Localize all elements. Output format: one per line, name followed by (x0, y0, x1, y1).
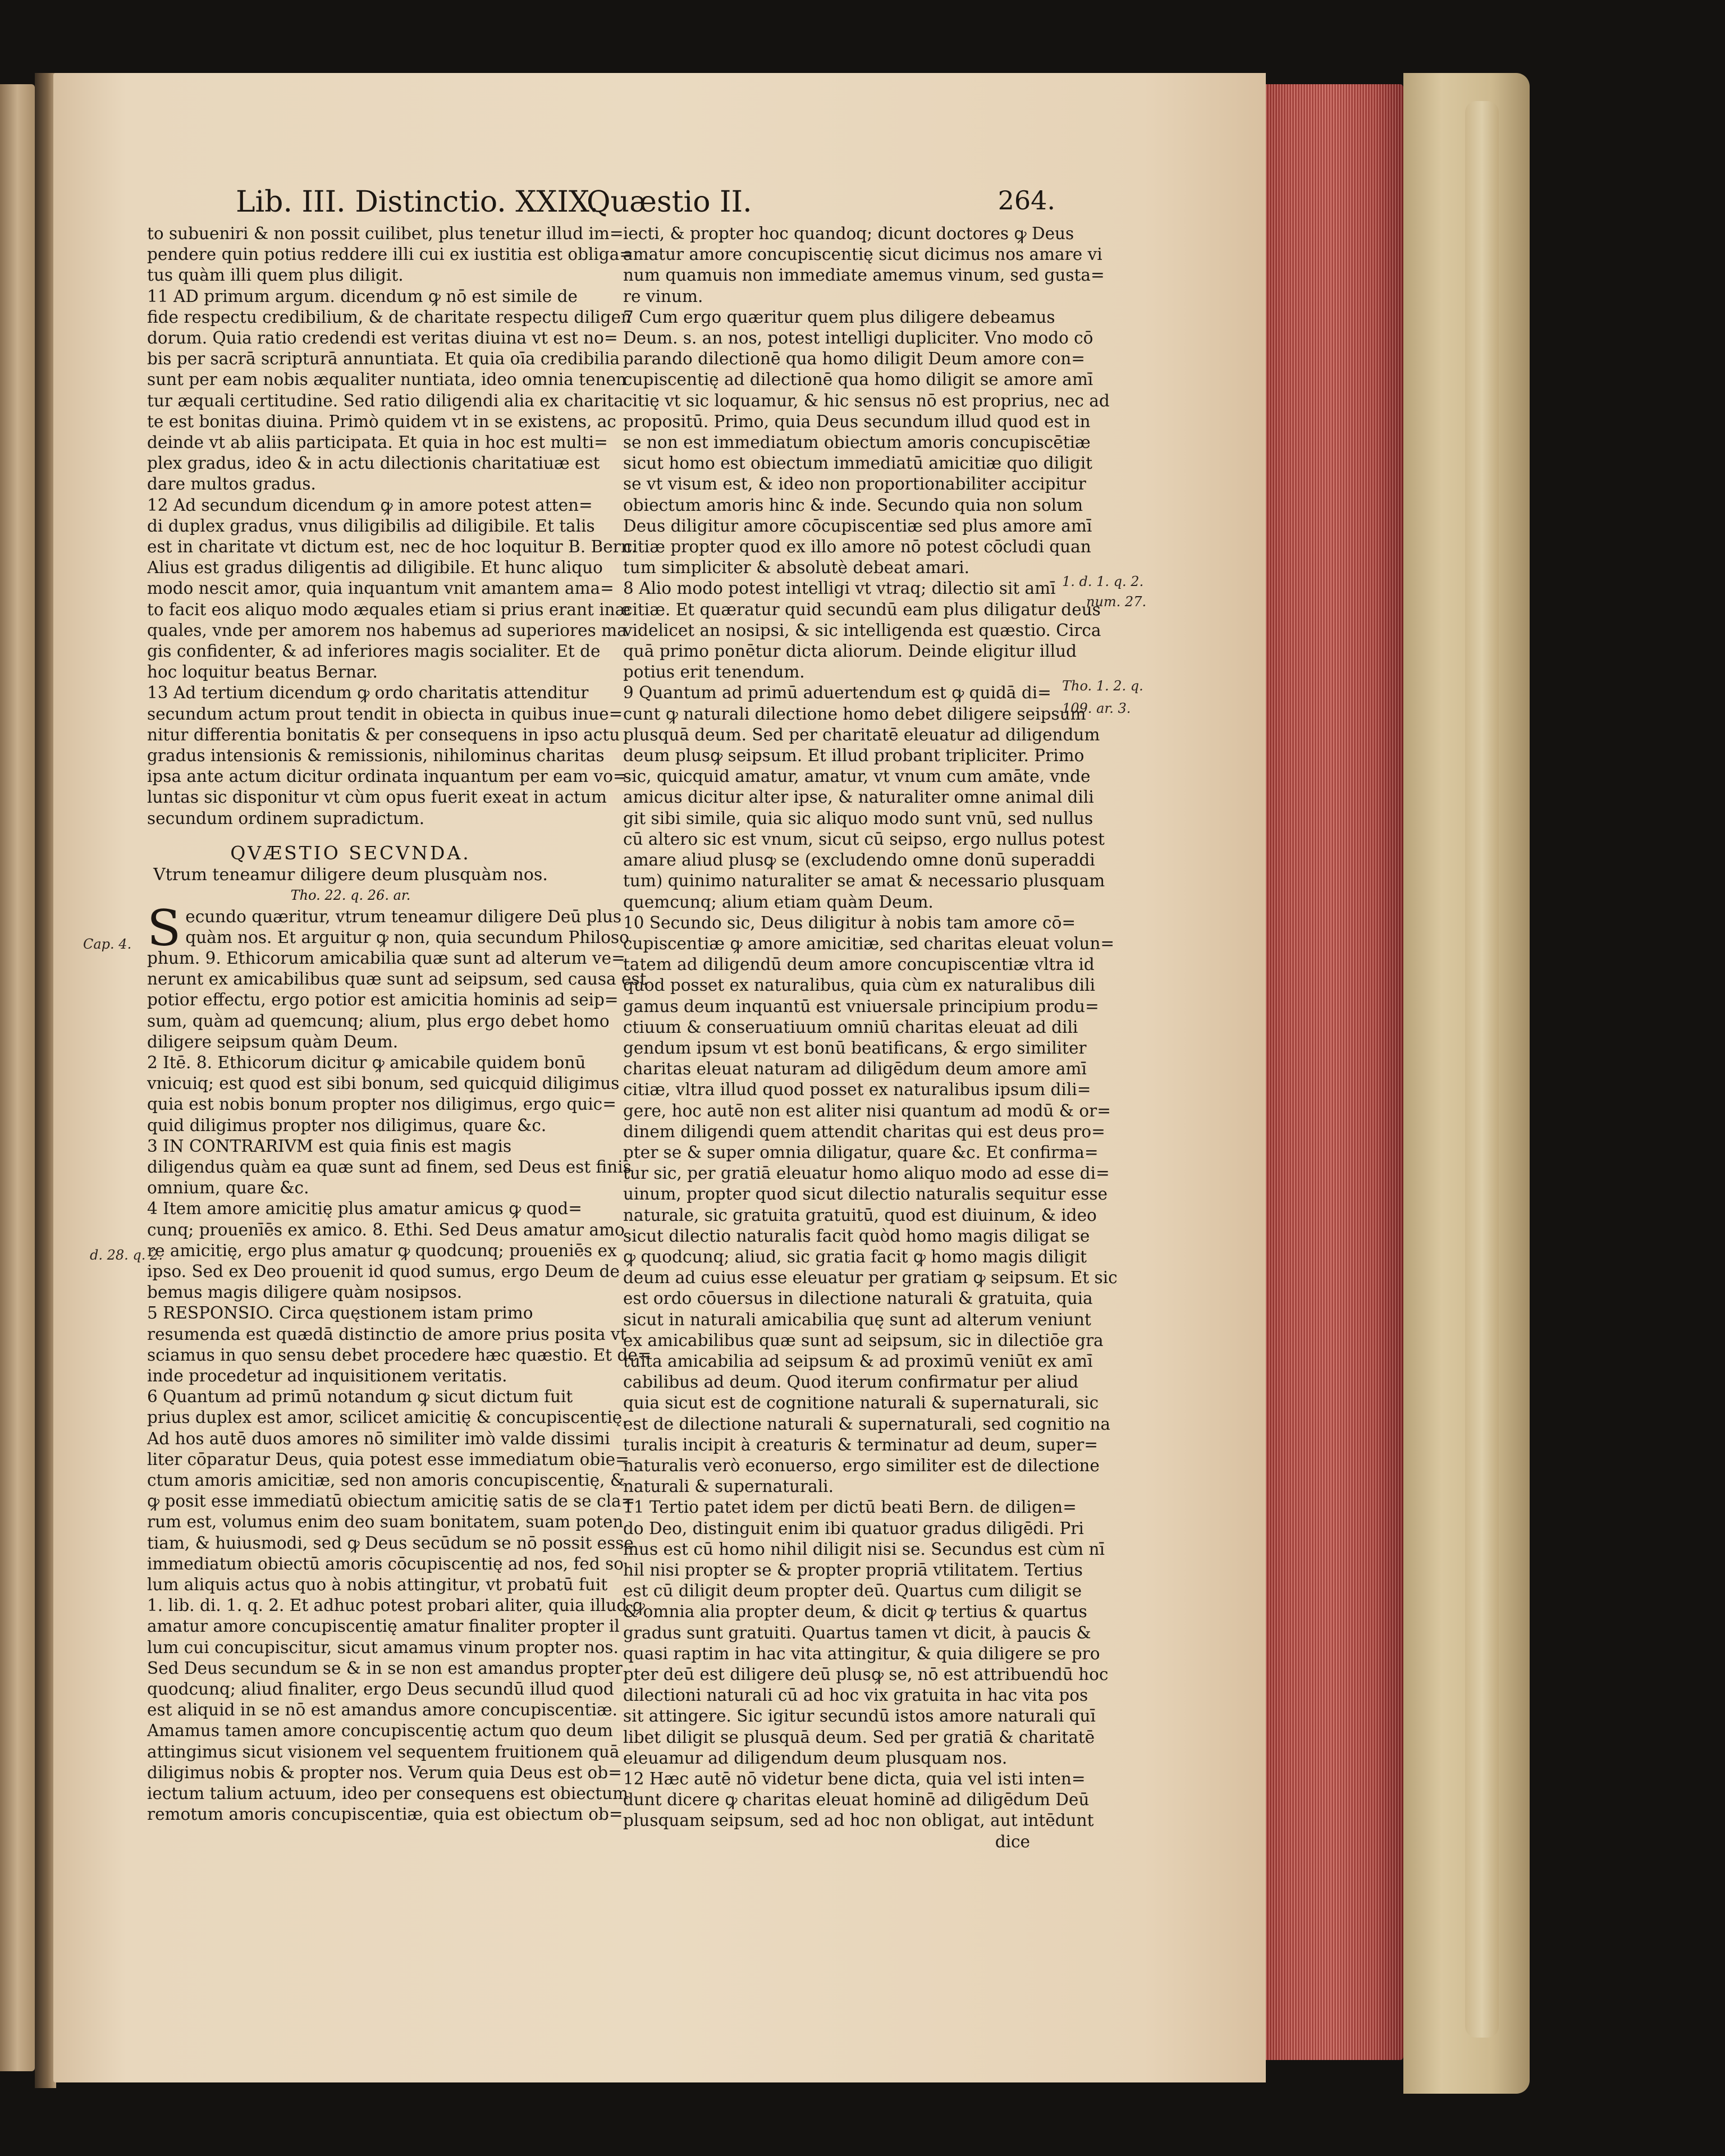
text-line: tum) quinimo naturaliter se amat & necessario plusquam (623, 871, 1105, 891)
margin-note-ref-2b: 109. ar. 3. (1062, 701, 1131, 716)
text-line: iecti, & propter hoc quandoq; dicunt doctores ꝙ Deus (623, 224, 1074, 243)
text-line: plusquā deum. Sed per charitatē eleuatur ad diligendum (623, 725, 1100, 744)
text-line: est de dilectione naturali & supernaturali, sed cognitio na (623, 1414, 1110, 1434)
text-line: modo nescit amor, quia inquantum vnit amantem ama= (147, 579, 614, 598)
text-line: 9 Quantum ad primū aduertendum est ꝙ quidā di= (623, 683, 1051, 703)
text-line: ctiuum & conseruatiuum omniū charitas eleuat ad dili (623, 1017, 1078, 1037)
text-line: tatem ad diligendū deum amore concupiscentiæ vltra id (623, 955, 1095, 974)
header-book-distinction: Lib. III. Distinctio. XXIX. (236, 185, 599, 219)
text-line: Deus diligitur amore cōcupiscentiæ sed plus amore amī (623, 516, 1092, 535)
text-line: amatur amore concupiscentię sicut dicimus nos amare vi (623, 245, 1102, 264)
text-line: hil nisi propter se & propter propriā vtilitatem. Tertius (623, 1560, 1083, 1580)
text-line: num quamuis non immediate amemus vinum, sed gusta= (623, 266, 1105, 285)
text-line: sicut in naturali amicabilia quę sunt ad alterum veniunt (623, 1310, 1091, 1329)
text-line: quàm nos. Et arguitur ꝙ non, quia secundum Philoso (185, 927, 629, 947)
text-line: videlicet an nosipsi, & sic intelligenda est quæstio. Circa (623, 620, 1101, 640)
text-line: sicut dilectio naturalis facit quòd homo magis diligat se (623, 1226, 1090, 1246)
text-line: 11 Tertio patet idem per dictū beati Bern. de diligen= (623, 1498, 1077, 1517)
text-line: 11 AD primum argum. dicendum ꝙ nō est simile de (147, 286, 578, 306)
text-line: nitur differentia bonitatis & per consequens in ipso actu (147, 725, 620, 744)
text-line: tur æquali certitudine. Sed ratio diligendi alia ex charita (147, 391, 624, 410)
text-line: gere, hoc autē non est aliter nisi quantum ad modū & or= (623, 1101, 1111, 1120)
margin-note-ref-2a: Tho. 1. 2. q. (1062, 678, 1143, 694)
left-page-edge (0, 84, 35, 2071)
text-line: resumenda est quædā distinctio de amore prius posita vt (147, 1324, 627, 1344)
text-line: quā primo ponētur dicta aliorum. Deinde eligitur illud (623, 642, 1077, 661)
text-line: libet diligit se plusquā deum. Sed per gratiā & charitatē (623, 1727, 1095, 1747)
text-line: 2 Itē. 8. Ethicorum dicitur ꝙ amicabile quidem bonū (147, 1052, 586, 1072)
text-line: do Deo, distinguit enim ibi quatuor gradus diligēdi. Pri (623, 1518, 1084, 1538)
text-line: 12 Hæc autē nō videtur bene dicta, quia vel isti inten= (623, 1769, 1086, 1789)
text-line: ꝙ posit esse immediatū obiectum amicitię satis de se cla= (147, 1491, 635, 1511)
text-line: deinde vt ab aliis participata. Et quia in hoc est multi= (147, 433, 608, 452)
text-line: te est bonitas diuina. Primò quidem vt in se existens, ac (147, 411, 616, 431)
text-line: mus est cū homo nihil diligit nisi se. Secundus est cùm nī (623, 1539, 1105, 1559)
text-line: eleuamur ad diligendum deum plusquam nos. (623, 1748, 1008, 1768)
text-line: omnium, quare &c. (147, 1178, 309, 1198)
text-line: re vinum. (623, 286, 703, 306)
text-line: di duplex gradus, vnus diligibilis ad diligibile. Et talis (147, 516, 595, 535)
text-line: uinum, propter quod sicut dilectio naturalis sequitur esse (623, 1184, 1108, 1204)
header-question: Quæstio II. (587, 185, 752, 219)
text-line: ctum amoris amicitiæ, sed non amoris concupiscentię, & (147, 1470, 625, 1490)
text-line: gendum ipsum vt est bonū beatificans, & ergo similiter (623, 1038, 1087, 1058)
text-line: diligere seipsum quàm Deum. (147, 1032, 399, 1051)
margin-note-dist: d. 28. q. 2. (90, 1247, 163, 1263)
question-reference: Tho. 22. q. 26. ar. (290, 887, 411, 904)
text-line: inde procedetur ad inquisitionem veritatis. (147, 1366, 507, 1385)
text-line: sciamus in quo sensu debet procedere hæc quæstio. Et de= (147, 1345, 652, 1365)
text-line: Sed Deus secundum se & in se non est amandus propter (147, 1658, 623, 1678)
text-line: naturale, sic gratuita gratuitū, quod est diuinum, & ideo (623, 1205, 1097, 1225)
text-line: 12 Ad secundum dicendum ꝙ in amore potest atten= (147, 495, 593, 515)
left-text-column (147, 223, 652, 1825)
left-column-text-after-question (147, 899, 652, 1825)
text-line: est cū diligit deum propter deū. Quartus cum diligit se (623, 1581, 1082, 1601)
text-line: cabilibus ad deum. Quod iterum confirmatur per aliud (623, 1372, 1079, 1392)
text-line: nerunt ex amicabilibus quæ sunt ad seipsum, sed causa est (147, 969, 647, 989)
text-line: sunt per eam nobis æqualiter nuntiata, ideo omnia tenen (147, 370, 626, 390)
text-line: Amamus tamen amore concupiscentię actum quo deum (147, 1721, 613, 1741)
text-line: dinem diligendi quem attendit charitas qui est deus pro= (623, 1122, 1105, 1141)
text-line: quia sicut est de cognitione naturali & supernaturali, sic (623, 1393, 1099, 1413)
drop-cap: S (147, 899, 181, 957)
question-subtitle: Vtrum teneamur diligere deum plusquàm nos. (153, 865, 548, 885)
text-line: turalis incipit à creaturis & terminatur ad deum, super= (623, 1435, 1099, 1454)
text-line: quasi raptim in hac vita attingitur, & quia diligere se pro (623, 1644, 1100, 1663)
text-line: 3 IN CONTRARIVM est quia finis est magis (147, 1136, 512, 1156)
text-line: cupiscentię ad dilectionē qua homo diligit se amore amī (623, 370, 1093, 390)
running-header (236, 185, 1055, 225)
text-line: 1. lib. di. 1. q. 2. Et adhuc potest probari aliter, quia illud ꝙ (147, 1596, 645, 1615)
text-line: cunt ꝙ naturali dilectione homo debet diligere seipsum (623, 704, 1086, 724)
text-line: tus quàm illi quem plus diligit. (147, 266, 404, 285)
text-line: cunq; prouenīēs ex amico. 8. Ethi. Sed Deus amatur amo (147, 1220, 625, 1239)
text-line: liter cōparatur Deus, quia potest esse immediatum obie= (147, 1449, 629, 1469)
text-line: parando dilectionē qua homo diligit Deum amore con= (623, 349, 1085, 369)
text-line: fide respectu credibilium, & de charitate respectu diligen (147, 307, 632, 327)
text-line: attingimus sicut visionem vel sequentem fruitionem quā (147, 1742, 620, 1761)
text-line: diligimus nobis & propter nos. Verum quia Deus est ob= (147, 1763, 622, 1782)
text-line: 6 Quantum ad primū notandum ꝙ sicut dictum fuit (147, 1387, 573, 1407)
text-line: Ad hos autē duos amores nō similiter imò valde dissimi (147, 1429, 610, 1448)
text-line: amicus dicitur alter ipse, & naturaliter omne animal dili (623, 788, 1094, 807)
text-line: tum simpliciter & absolutè debeat amari. (623, 558, 969, 578)
text-line: immediatum obiectū amoris cōcupiscentię ad nos, fed so (147, 1554, 624, 1573)
text-line: citię vt sic loquamur, & hic sensus nō est proprius, nec ad (623, 391, 1110, 410)
text-line: quales, vnde per amorem nos habemus ad superiores ma (147, 620, 627, 640)
text-line: plusquam seipsum, sed ad hoc non obligat, aut intēdunt (623, 1811, 1094, 1830)
text-line: naturali & supernaturali. (623, 1477, 834, 1496)
text-line: ex amicabilibus quæ sunt ad seipsum, sic in dilectiōe gra (623, 1330, 1104, 1350)
text-line: tiam, & huiusmodi, sed ꝙ Deus secūdum se nō possit esse (147, 1533, 634, 1553)
question-title: QVÆSTIO SECVNDA. (230, 841, 471, 864)
text-line: git sibi simile, quia sic aliquo modo sunt vnū, sed nullus (623, 808, 1093, 828)
text-line: 5 RESPONSIO. Circa quęstionem istam primo (147, 1303, 533, 1323)
text-line: est ordo cōuersus in dilectione naturali & gratuita, quia (623, 1289, 1093, 1308)
text-line: gradus sunt gratuiti. Quartus tamen vt dicit, à paucis & (623, 1623, 1091, 1642)
red-fore-edge (1260, 84, 1403, 2060)
text-line: rum est, volumus enim deo suam bonitatem, suam poten (147, 1512, 624, 1532)
text-line: dorum. Quia ratio credendi est veritas diuina vt est no= (147, 328, 618, 348)
text-line: potius erit tenendum. (623, 662, 805, 682)
text-line: cū altero sic est vnum, sicut cū seipso, ergo nullus potest (623, 829, 1105, 849)
text-line: Deum. s. an nos, potest intelligi dupliciter. Vno modo cō (623, 328, 1093, 348)
left-column-text-before-question (147, 223, 637, 829)
text-line: charitas eleuat naturam ad diligēdum deum amore amī (623, 1059, 1087, 1079)
text-line: est in charitate vt dictum est, nec de hoc loquitur B. Bern. (147, 537, 637, 557)
text-line: luntas sic disponitur vt cùm opus fuerit exeat in actum (147, 788, 607, 807)
text-line: phum. 9. Ethicorum amicabilia quæ sunt ad alterum ve= (147, 948, 625, 968)
text-line: bis per sacrā scripturā annuntiata. Et quia oīa credibilia (147, 349, 620, 369)
text-line: sit attingere. Sic igitur secundū istos amore naturali quī (623, 1706, 1096, 1726)
margin-note-cap: Cap. 4. (83, 936, 132, 952)
text-line: gis confidenter, & ad inferiores magis socialiter. Et de (147, 642, 601, 661)
text-line: quodcunq; aliud finaliter, ergo Deus secundū illud quod (147, 1679, 614, 1699)
text-line: se vt visum est, & ideo non proportionabiliter accipitur (623, 474, 1086, 494)
text-line: 7 Cum ergo quæritur quem plus diligere debeamus (623, 307, 1055, 327)
text-line: citiæ. Et quæratur quid secundū eam plus diligatur deus (623, 599, 1101, 619)
cover-spine-fold (1465, 101, 1499, 2038)
text-line: 13 Ad tertium dicendum ꝙ ordo charitatis attenditur (147, 683, 589, 703)
text-line: to facit eos aliquo modo æquales etiam si prius erant inæ (147, 599, 631, 619)
text-line: pter se & super omnia diligatur, quare &c. Et confirma= (623, 1142, 1099, 1162)
text-line: plex gradus, ideo & in actu dilectionis charitatiuæ est (147, 454, 600, 473)
text-line: se non est immediatum obiectum amoris concupiscētiæ (623, 433, 1091, 452)
catchword: dice (995, 1832, 1030, 1851)
text-line: dunt dicere ꝙ charitas eleuat hominē ad diligēdum Deū (623, 1790, 1090, 1810)
question-body (147, 899, 652, 1825)
page-number: 264. (998, 185, 1055, 216)
text-line: remotum amoris concupiscentiæ, quia est obiectum ob= (147, 1805, 623, 1824)
margin-note-ref-1b: num. 27. (1086, 594, 1147, 610)
text-line: dare multos gradus. (147, 474, 316, 494)
text-line: 10 Secundo sic, Deus diligitur à nobis tam amore cō= (623, 913, 1076, 932)
text-line: bemus magis diligere quàm nosipsos. (147, 1283, 463, 1302)
text-line: quia est nobis bonum propter nos diligimus, ergo quic= (147, 1095, 616, 1114)
text-line: iectum talium actuum, ideo per consequens est obiectum (147, 1784, 629, 1803)
text-line: Alius est gradus diligentis ad diligibile. Et hunc aliquo (147, 558, 603, 578)
text-line: sicut homo est obiectum immediatū amicitiæ quo diligit (623, 454, 1092, 473)
text-line: deum plusꝙ seipsum. Et illud probant tripliciter. Primo (623, 746, 1085, 766)
text-line: naturalis verò econuerso, ergo similiter est de dilectione (623, 1455, 1100, 1475)
text-line: potior effectu, ergo potior est amicitia hominis ad seip= (147, 990, 619, 1010)
text-line: vnicuiq; est quod est sibi bonum, sed quicquid diligimus (147, 1074, 620, 1093)
text-line: re amicitię, ergo plus amatur ꝙ quodcunq; proueniēs ex (147, 1240, 617, 1260)
text-line: secundum ordinem supradictum. (147, 808, 425, 828)
text-line: ipsa ante actum dicitur ordinata inquantum per eam vo= (147, 767, 627, 786)
text-line: citiæ propter quod ex illo amore nō potest cōcludi quan (623, 537, 1091, 557)
text-line: dilectioni naturali cū ad hoc vix gratuita in hac vita pos (623, 1686, 1088, 1705)
text-line: tuita amicabilia ad seipsum & ad proximū veniūt ex amī (623, 1351, 1093, 1371)
text-line: diligendus quàm ea quæ sunt ad finem, sed Deus est finis (147, 1157, 632, 1177)
text-line: pter deū est diligere deū plusꝙ se, nō est attribuendū hoc (623, 1665, 1109, 1684)
text-line: tur sic, per gratiā eleuatur homo aliquo modo ad esse di= (623, 1164, 1110, 1183)
text-line: lum cui concupiscitur, sicut amamus vinum propter nos. (147, 1637, 619, 1657)
text-line: 4 Item amore amicitię plus amatur amicus ꝙ quod= (147, 1199, 582, 1219)
text-line: amare aliud plusꝙ se (excludendo omne donū superaddi (623, 850, 1095, 870)
text-line: propositū. Primo, quia Deus secundum illud quod est in (623, 411, 1091, 431)
text-line: ꝙ quodcunq; aliud, sic gratia facit ꝙ homo magis diligit (623, 1247, 1087, 1266)
text-line: obiectum amoris hinc & inde. Secundo quia non solum (623, 495, 1083, 515)
text-line: cupiscentiæ ꝙ amore amicitiæ, sed charitas eleuat volun= (623, 933, 1115, 953)
text-line: sum, quàm ad quemcunq; alium, plus ergo debet homo (147, 1011, 610, 1031)
text-line: pendere quin potius reddere illi cui ex iustitia est obliga= (147, 245, 634, 264)
text-line: quid diligimus propter nos diligimus, quare &c. (147, 1115, 547, 1135)
text-line: est aliquid in se nō est amandus amore concupiscentiæ. (147, 1700, 618, 1720)
margin-note-ref-1a: 1. d. 1. q. 2. (1062, 574, 1144, 589)
text-line: lum aliquis actus quo à nobis attingitur, vt probatū fuit (147, 1575, 608, 1594)
text-line: & omnia alia propter deum, & dicit ꝙ tertius & quartus (623, 1602, 1087, 1622)
text-line: deum ad cuius esse eleuatur per gratiam ꝙ seipsum. Et sic (623, 1268, 1118, 1288)
text-line: amatur amore concupiscentię amatur finaliter propter il (147, 1617, 620, 1636)
text-line: gamus deum inquantū est vniuersale principium produ= (623, 996, 1099, 1016)
text-line: prius duplex est amor, scilicet amicitię & concupiscentię. (147, 1408, 628, 1427)
text-line: hoc loquitur beatus Bernar. (147, 662, 378, 682)
text-line: to subueniri & non possit cuilibet, plus tenetur illud im= (147, 224, 624, 243)
text-line: citiæ, vltra illud quod posset ex naturalibus ipsum dili= (623, 1080, 1091, 1100)
text-line: ecundo quæritur, vtrum teneamur diligere Deū plus (185, 907, 622, 926)
text-line: quod posset ex naturalibus, quia cùm ex naturalibus dili (623, 976, 1095, 995)
text-line: quemcunq; alium etiam quàm Deum. (623, 892, 934, 912)
text-line: 8 Alio modo potest intelligi vt vtraq; dilectio sit amī (623, 579, 1056, 598)
text-line: ipso. Sed ex Deo prouenit id quod sumus, ergo Deum de (147, 1261, 620, 1281)
text-line: secundum actum prout tendit in obiecta in quibus inue= (147, 704, 623, 724)
text-line: gradus intensionis & remissionis, nihilominus charitas (147, 746, 605, 766)
text-line: sic, quicquid amatur, amatur, vt vnum cum amāte, vnde (623, 767, 1091, 786)
